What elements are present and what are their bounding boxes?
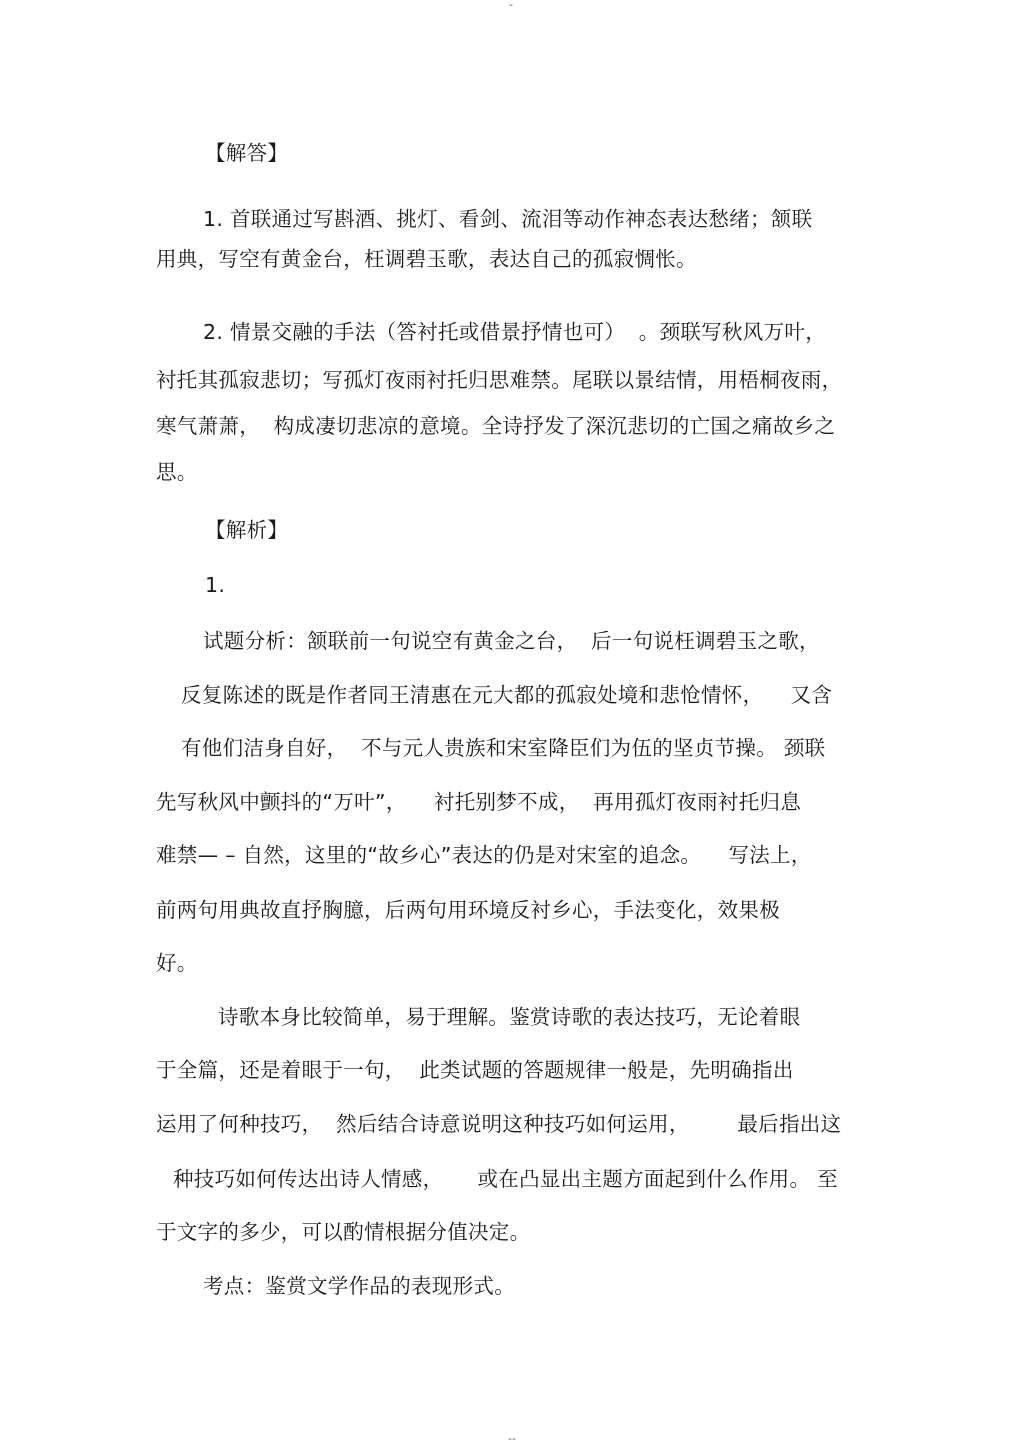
analysis-para2-line2: 于全篇，还是着眼于一句， 此类试题的答题规律一般是，先明确指出 xyxy=(156,1058,794,1082)
answer-item2-line2: 衬托其孤寂悲切；写孤灯夜雨衬托归思难禁。尾联以景结情，用梧桐夜雨， xyxy=(156,368,843,392)
answer-item2-line1: 2. 情景交融的手法（答衬托或借景抒情也可） 。颈联写秋风万叶， xyxy=(203,320,827,344)
analysis-para1-line3: 有他们洁身自好， 不与元人贵族和宋室降臣们为伍的坚贞节操。 颈联 xyxy=(181,736,826,760)
answer-item2-line3: 寒气萧萧， 构成凄切悲凉的意境。全诗抒发了深沉悲切的亡国之痛故乡之 xyxy=(156,414,836,438)
analysis-para2-line4: 种技巧如何传达出诗人情感， 或在凸显出主题方面起到什么作用。 至 xyxy=(173,1167,838,1191)
footer-mark: -- xyxy=(508,1432,516,1445)
header-mark: - xyxy=(509,0,513,11)
analysis-heading: 【解析】 xyxy=(205,518,289,542)
analysis-para1-line7: 好。 xyxy=(156,951,198,975)
answer-item1-line1: 1. 首联通过写斟酒、挑灯、看剑、流泪等动作神态表达愁绪；颔联 xyxy=(203,207,813,231)
answer-item1-line2: 用典，写空有黄金台，枉调碧玉歌，表达自己的孤寂惆怅。 xyxy=(156,247,697,271)
analysis-para2-line1: 诗歌本身比较简单，易于理解。鉴赏诗歌的表达技巧，无论着眼 xyxy=(218,1005,801,1029)
answer-heading: 【解答】 xyxy=(205,141,289,165)
analysis-para2-line5: 于文字的多少，可以酌情根据分值决定。 xyxy=(156,1220,531,1244)
analysis-para1-line5: 难禁— – 自然，这里的“故乡心”表达的仍是对宋室的追念。 写法上， xyxy=(156,843,812,867)
analysis-number: 1. xyxy=(205,573,226,597)
answer-item2-line4: 思。 xyxy=(156,460,198,484)
analysis-para1-line1: 试题分析：颔联前一句说空有黄金之台， 后一句说枉调碧玉之歌， xyxy=(203,629,820,653)
analysis-para1-line2: 反复陈述的既是作者同王清惠在元大都的孤寂处境和悲怆情怀， 又含 xyxy=(181,683,833,707)
analysis-para2-line3: 运用了何种技巧， 然后结合诗意说明这种技巧如何运用， 最后指出这 xyxy=(156,1112,842,1136)
analysis-para1-line6: 前两句用典故直抒胸臆，后两句用环境反衬乡心，手法变化，效果极 xyxy=(156,898,780,922)
analysis-para1-line4: 先写秋风中颤抖的“万叶”， 衬托别梦不成， 再用孤灯夜雨衬托归息 xyxy=(156,790,802,814)
kaodian-line: 考点：鉴赏文学作品的表现形式。 xyxy=(203,1274,515,1298)
